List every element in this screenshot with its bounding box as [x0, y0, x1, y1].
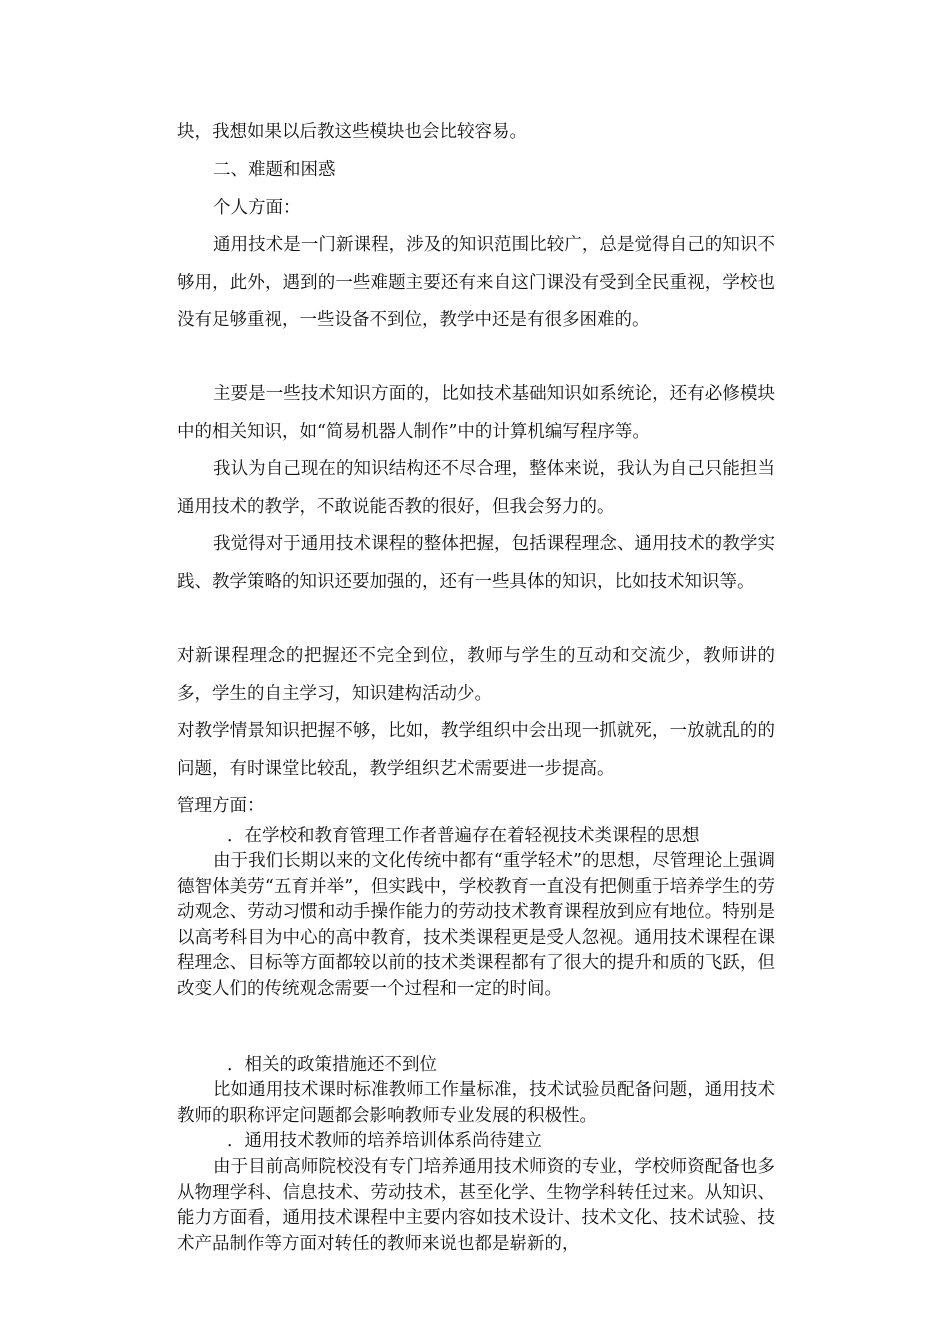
paragraph-course-knowledge: 通用技术是一门新课程，涉及的知识范围比较广，总是觉得自己的知识不够用，此外，遇到的一些难题主要还有来自这门课没有受到全民重视，学校也没有足够重视，一些设备不到位，教学中还是有很多困难的。: [177, 235, 775, 330]
subheading-management: 管理方面：: [177, 796, 265, 816]
paragraph-knowledge-structure: 我认为自己现在的知识结构还不尽合理，整体来说，我认为自己只能担当通用技术的教学，不敢说能否教的很好，但我会努力的。: [177, 459, 775, 517]
point-body-3: 由于目前高师院校没有专门培养通用技术师资的专业，学校师资配备也多从物理学科、信息技术、劳动技术，甚至化学、生物学科转任过来。从知识、能力方面看，通用技术课程中主要内容如技术设计、技术文化、技术试验、技术产品制作等方面对转任的教师来说也都是崭新的，: [177, 1157, 775, 1254]
point-heading-3: ．通用技术教师的培养培训体系尚待建立: [227, 1131, 542, 1151]
paragraph-technical-knowledge: 主要是一些技术知识方面的，比如技术基础知识如系统论，还有必修模块中的相关知识，如“简易机器人制作”中的计算机编写程序等。: [177, 384, 775, 442]
section-heading: 二、难题和困惑: [213, 160, 336, 180]
paragraph-teaching-situation: 对教学情景知识把握不够，比如，教学组织中会出现一抓就死，一放就乱的的问题，有时课堂比较乱，教学组织艺术需要进一步提高。: [177, 721, 775, 779]
point-heading-2: ．相关的政策措施还不到位: [227, 1055, 437, 1075]
subheading-personal: 个人方面：: [213, 198, 301, 218]
point-body-2: 比如通用技术课时标准教师工作量标准，技术试验员配备问题，通用技术教师的职称评定问题都会影响教师专业发展的积极性。: [177, 1080, 775, 1126]
paragraph-new-curriculum: 对新课程理念的把握还不完全到位，教师与学生的互动和交流少，教师讲的多，学生的自主学习，知识建构活动少。: [177, 646, 775, 704]
paragraph-overall-grasp: 我觉得对于通用技术课程的整体把握，包括课程理念、通用技术的教学实践、教学策略的知识还要加强的，还有一些具体的知识，比如技术知识等。: [177, 534, 775, 592]
paragraph-continuation: 块，我想如果以后教这些模块也会比较容易。: [177, 122, 527, 142]
point-heading-1: ．在学校和教育管理工作者普遍存在着轻视技术类课程的思想: [227, 826, 700, 846]
point-body-1: 由于我们长期以来的文化传统中都有“重学轻术”的思想，尽管理论上强调德智体美劳“五育并举”，但实践中，学校教育一直没有把侧重于培养学生的劳动观念、劳动习惯和动手操作能力的劳动技术教育课程放到应有地位。特别是以高考科目为中心的高中教育，技术类课程更是受人忽视。通用技术课程在课程理念、目标等方面都较以前的技术类课程都有了很大的提升和质的飞跃，但改变人们的传统观念需要一个过程和一定的时间。: [177, 851, 775, 999]
